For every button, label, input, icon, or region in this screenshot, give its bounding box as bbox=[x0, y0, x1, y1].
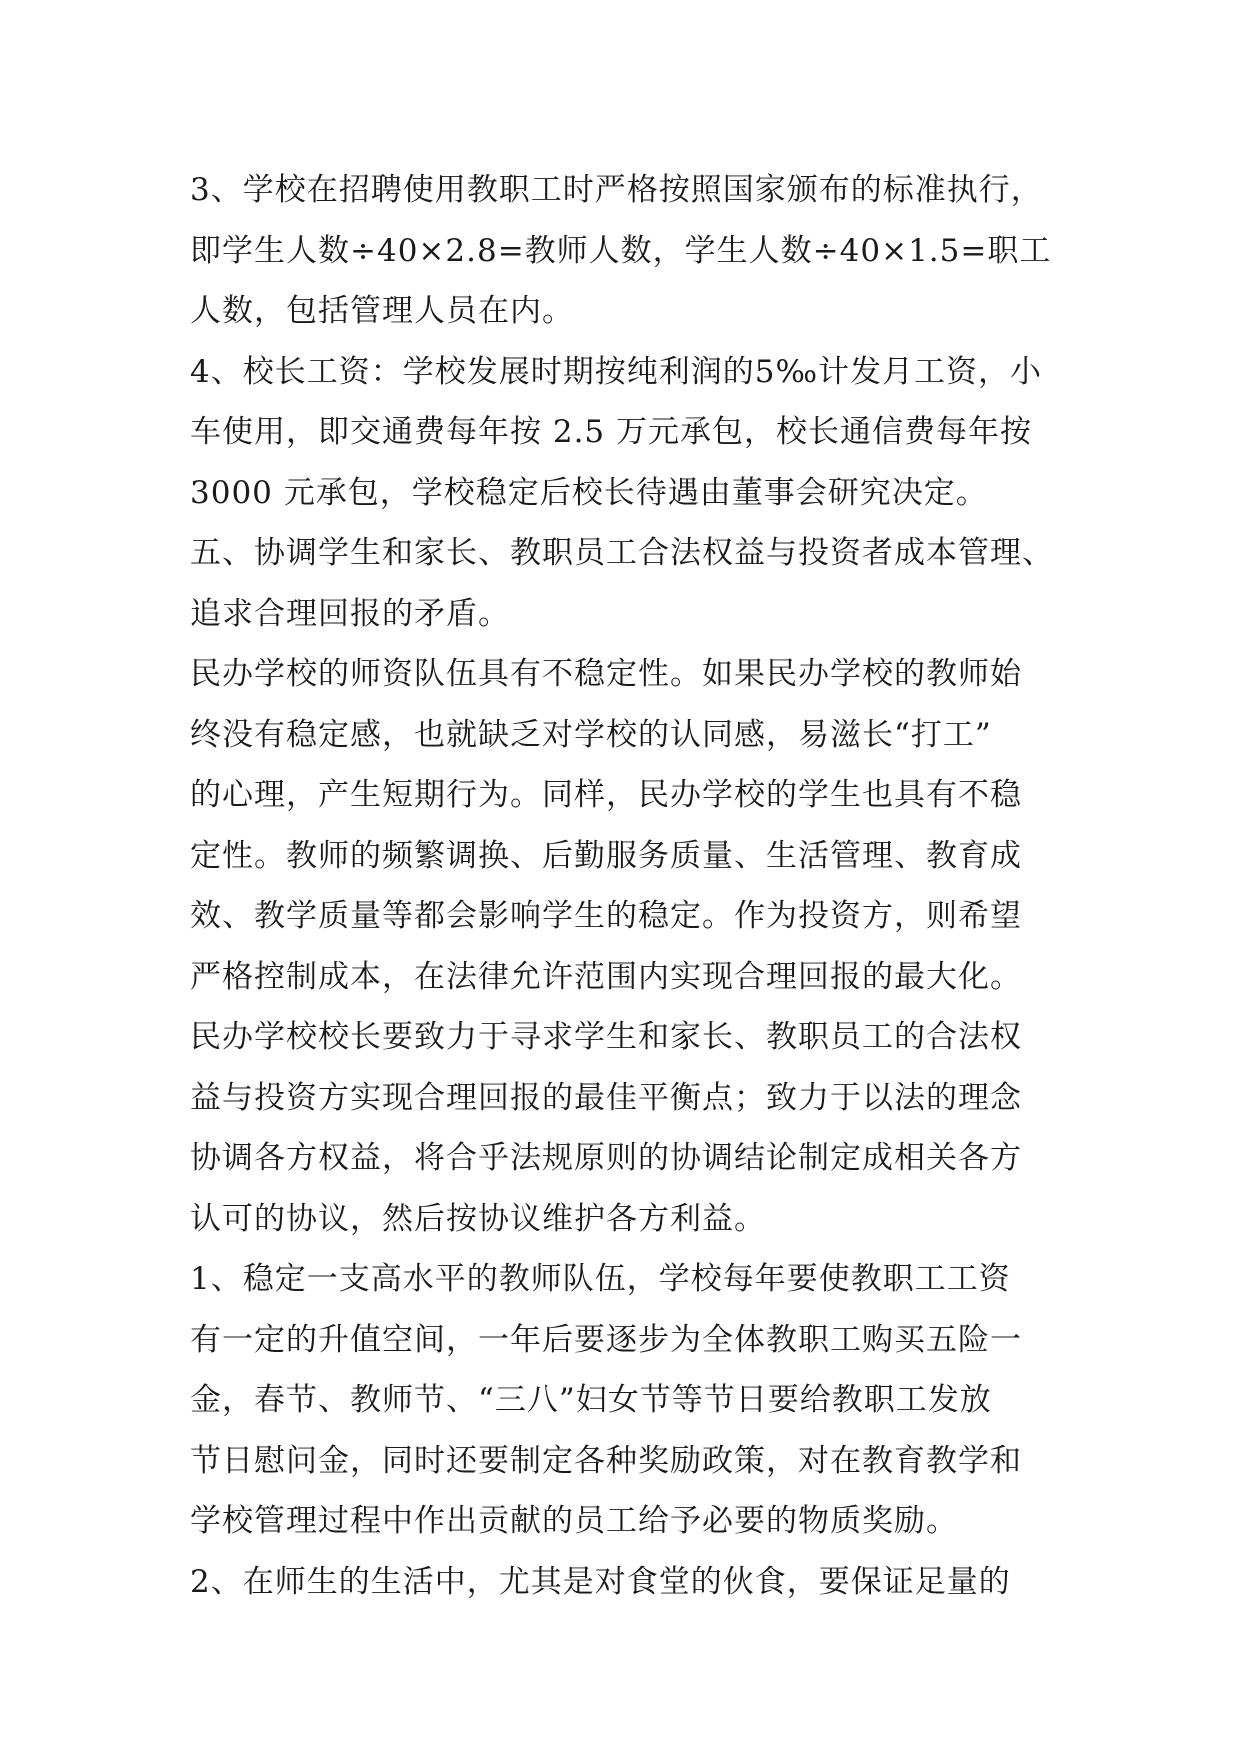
section-heading: 五、协调学生和家长、教职员工合法权益与投资者成本管理、 bbox=[190, 535, 1054, 571]
text-line: 4、校长工资：学校发展时期按纯利润的5‰计发月工资，小 bbox=[190, 353, 1043, 390]
section-heading: 追求合理回报的矛盾。 bbox=[190, 595, 510, 632]
text-line: 3、学校在招聘使用教职工时严格按照国家颁布的标准执行， bbox=[190, 172, 1043, 208]
text-line: 认可的协议，然后按协议维护各方利益。 bbox=[190, 1200, 766, 1237]
text-line: 车使用，即交通费每年按 2.5 万元承包，校长通信费每年按 bbox=[190, 414, 1033, 450]
text-line: 即学生人数÷40×2.8=教师人数，学生人数÷40×1.5=职工 bbox=[190, 232, 1052, 269]
document-body bbox=[190, 160, 1054, 1612]
text-line: 民办学校校长要致力于寻求学生和家长、教职员工的合法权 bbox=[190, 1019, 1022, 1055]
text-line: 效、教学质量等都会影响学生的稳定。作为投资方，则希望 bbox=[190, 898, 1022, 934]
text-line: 严格控制成本，在法律允许范围内实现合理回报的最大化。 bbox=[190, 958, 1022, 995]
text-line: 金，春节、教师节、“三八”妇女节等节日要给教职工发放 bbox=[190, 1382, 992, 1418]
text-line: 有一定的升值空间，一年后要逐步为全体教职工购买五险一 bbox=[190, 1321, 1022, 1358]
text-line: 益与投资方实现合理回报的最佳平衡点；致力于以法的理念 bbox=[190, 1079, 1022, 1116]
text-line: 定性。教师的频繁调换、后勤服务质量、生活管理、教育成 bbox=[190, 837, 1022, 874]
text-line: 学校管理过程中作出贡献的员工给予必要的物质奖励。 bbox=[190, 1503, 958, 1539]
text-line: 的心理，产生短期行为。同样，民办学校的学生也具有不稳 bbox=[190, 777, 1022, 813]
text-line: 民办学校的师资队伍具有不稳定性。如果民办学校的教师始 bbox=[190, 656, 1022, 692]
text-line: 节日慰问金，同时还要制定各种奖励政策，对在教育教学和 bbox=[190, 1442, 1022, 1479]
text-line: 3000 元承包，学校稳定后校长待遇由董事会研究决定。 bbox=[190, 474, 988, 511]
text-line: 协调各方权益，将合乎法规原则的协调结论制定成相关各方 bbox=[190, 1140, 1022, 1176]
text-line: 2、在师生的生活中，尤其是对食堂的伙食，要保证足量的 bbox=[190, 1563, 1011, 1600]
text-line: 终没有稳定感，也就缺乏对学校的认同感，易滋长“打工” bbox=[190, 716, 992, 753]
text-line: 人数，包括管理人员在内。 bbox=[190, 293, 574, 329]
text-line: 1、稳定一支高水平的教师队伍，学校每年要使教职工工资 bbox=[190, 1261, 1011, 1297]
